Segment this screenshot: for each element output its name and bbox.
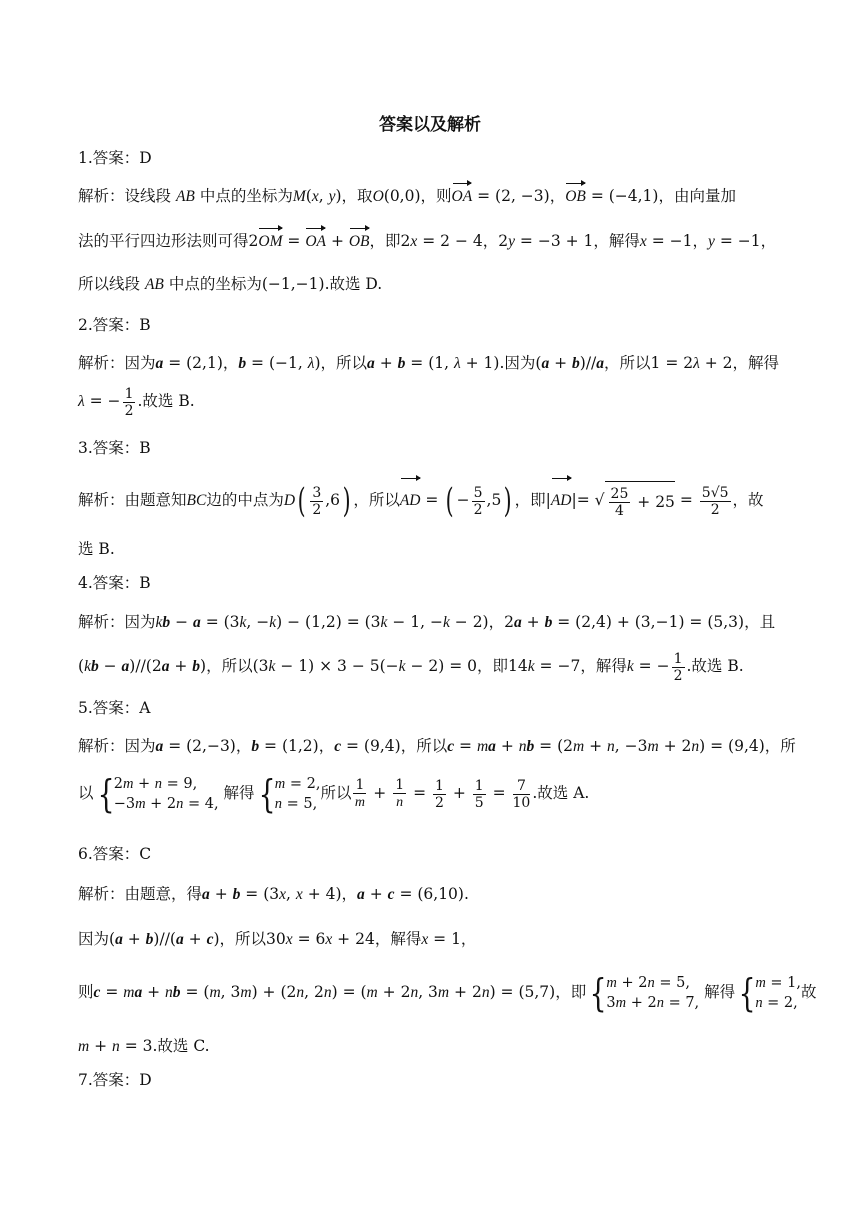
answer-5-head: 5.答案：A (78, 699, 151, 717)
answer-3-head: 3.答案：B (78, 439, 151, 457)
answer-6-head: 6.答案：C (78, 845, 152, 863)
answer-5-line-2: 以{ 2m + n = 9, −3m + 2n = 4, 解得{ m = 2, n = 5, 所以 $\frac{1}{m}$ + $\frac{1}{n}$ = $\frac{1}{2}$ + $\frac{1}{5}$ = $\frac{7}{10}$ .故选 A. (78, 772, 590, 816)
answer-5-line-1: 解析：因为a = (2,−3)，b = (1,2)，c = (9,4)，所以c = ma + nb = (2m + n, −3m + 2n) = (9,4)，所 (78, 737, 796, 755)
answer-1-line-1: 解析：设线段 AB 中点的坐标为M(x, y)，取O(0,0)，则OA = (2, −3)，OB = (−4,1)，由向量加 (78, 185, 790, 208)
answer-1-line-3: 所以线段 AB 中点的坐标为(−1,−1).故选 D. (78, 275, 383, 293)
answer-2-head: 2.答案：B (78, 316, 151, 334)
answer-6-line-1: 解析：由题意，得a + b = (3x, x + 4)，a + c = (6,10). (78, 885, 469, 903)
answer-6-line-4: m + n = 3.故选 C. (78, 1037, 210, 1055)
answer-2-line-2: λ = − $\frac{1}{2}$ .故选 B. (78, 385, 195, 419)
answer-6-line-3: 则c = ma + nb = (m, 3m) + (2n, 2n) = (m + 2n, 3m + 2n) = (5,7)，即{ m + 2n = 5, 3m + 2n = 7, 解得{ m = 1, n = 2, 故 (78, 971, 817, 1015)
answer-1-line-2: 法的平行四边形法则可得2OM = OA + OB，即2x = 2 − 4，2y = −3 + 1，解得x = −1，y = −1， (78, 230, 790, 253)
answer-3-line-2: 选 B. (78, 540, 115, 558)
answer-4-line-1: 解析：因为kb − a = (3k, −k) − (1,2) = (3k − 1, −k − 2)，2a + b = (2,4) + (3,−1) = (5,3)，且 (78, 613, 776, 631)
answer-6-line-2: 因为(a + b)//(a + c)，所以30x = 6x + 24，解得x = 1， (78, 930, 477, 948)
answer-2-line-1: 解析：因为a = (2,1)，b = (−1, λ)，所以a + b = (1, λ + 1).因为(a + b)//a，所以1 = 2λ + 2，解得 (78, 354, 780, 372)
answer-4-head: 4.答案：B (78, 574, 151, 592)
page-title: 答案以及解析 (379, 115, 481, 135)
answer-3-line-1: 解析：由题意知BC边的中点为D( $\frac{3}{2}$ ,6) ，所以AD = ( − $\frac{5}{2}$ ,5) ，即|AD|= √ $\frac{25}{4}$ + 25 = $\frac{5√5}{2}$ ，故 (78, 481, 764, 521)
answer-4-line-2: (kb − a)//(2a + b)，所以(3k − 1) × 3 − 5(−k − 2) = 0，即14k = −7，解得k = − $\frac{1}{2}$ .故选 B. (78, 650, 744, 684)
answer-7-head: 7.答案：D (78, 1071, 152, 1089)
answer-1-head: 1.答案：D (78, 149, 152, 167)
